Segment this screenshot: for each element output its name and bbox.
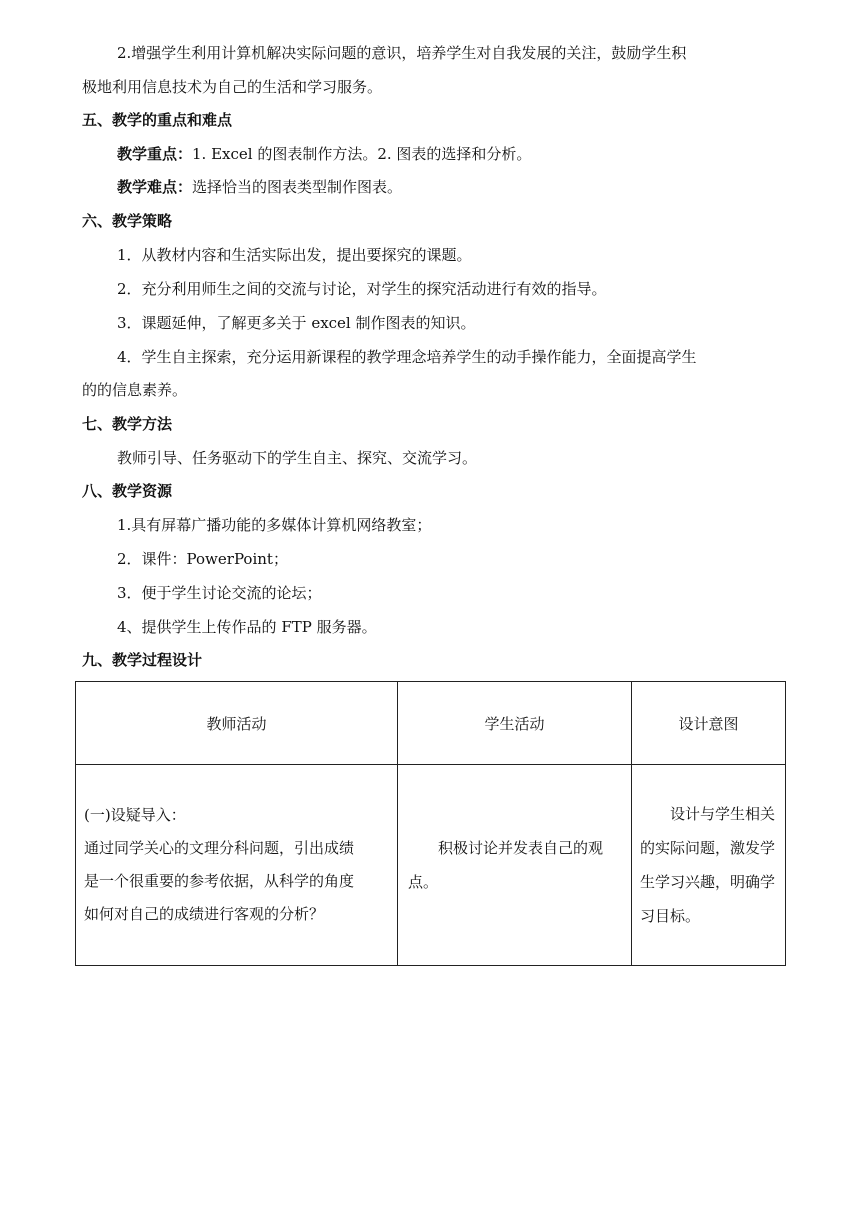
header-design-intent: 设计意图 <box>632 682 786 765</box>
table-row <box>76 765 786 966</box>
table-header-row <box>76 682 786 765</box>
difficult-point-text: 选择恰当的图表类型制作图表。 <box>192 178 403 196</box>
design-intent-text: 设计与学生相关的实际问题，激发学生学习兴趣，明确学习目标。 <box>640 805 776 925</box>
section-6-heading: 六、教学策略 <box>82 212 173 230</box>
strategy-item-1: 1．从教材内容和生活实际出发，提出要探究的课题。 <box>117 246 472 264</box>
resource-item-1: 1.具有屏幕广播功能的多媒体计算机网络教室； <box>117 516 432 534</box>
student-activity-cell <box>398 765 632 966</box>
section-5-heading: 五、教学的重点和难点 <box>82 111 233 129</box>
difficult-point-paragraph <box>117 170 782 204</box>
resource-item-2: 2．课件：PowerPoint； <box>117 550 288 568</box>
header-student-activity: 学生活动 <box>398 682 632 765</box>
section-8-heading: 八、教学资源 <box>82 482 173 500</box>
objective-item-2-line-2: 极地利用信息技术为自己的生活和学习服务。 <box>82 78 383 96</box>
objective-item-2-line-1: 2.增强学生利用计算机解决实际问题的意识，培养学生对自我发展的关注，鼓励学生积 <box>117 44 687 62</box>
key-point-paragraph <box>117 137 782 171</box>
teacher-activity-line: 是一个很重要的参考依据，从科学的角度 <box>84 872 355 890</box>
section-7-heading: 七、教学方法 <box>82 415 173 433</box>
header-teacher-activity: 教师活动 <box>76 682 398 765</box>
difficult-point-label: 教学难点： <box>117 178 193 196</box>
teaching-process-table <box>75 681 786 966</box>
strategy-item-2: 2．充分利用师生之间的交流与讨论，对学生的探究活动进行有效的指导。 <box>117 280 607 298</box>
teacher-activity-cell <box>76 765 398 966</box>
method-text: 教师引导、任务驱动下的学生自主、探究、交流学习。 <box>117 449 478 467</box>
teacher-activity-line: (一)设疑导入： <box>84 806 186 824</box>
resource-item-4: 4、提供学生上传作品的 FTP 服务器。 <box>117 618 377 636</box>
key-point-text: 1. Excel 的图表制作方法。2. 图表的选择和分析。 <box>192 145 532 163</box>
student-activity-text: 积极讨论并发表自己的观点。 <box>408 839 604 891</box>
strategy-item-3: 3．课题延伸，了解更多关于 excel 制作图表的知识。 <box>117 314 476 332</box>
key-point-label: 教学重点： <box>117 145 193 163</box>
section-9-heading: 九、教学过程设计 <box>82 651 203 669</box>
design-intent-cell <box>632 765 786 966</box>
resource-item-3: 3．便于学生讨论交流的论坛； <box>117 584 322 602</box>
teacher-activity-line: 通过同学关心的文理分科问题，引出成绩 <box>84 839 355 857</box>
strategy-item-4-line-2: 的的信息素养。 <box>82 381 188 399</box>
teacher-activity-line: 如何对自己的成绩进行客观的分析？ <box>84 905 325 923</box>
strategy-item-4-line-1: 4．学生自主探索，充分运用新课程的教学理念培养学生的动手操作能力，全面提高学生 <box>117 348 697 366</box>
